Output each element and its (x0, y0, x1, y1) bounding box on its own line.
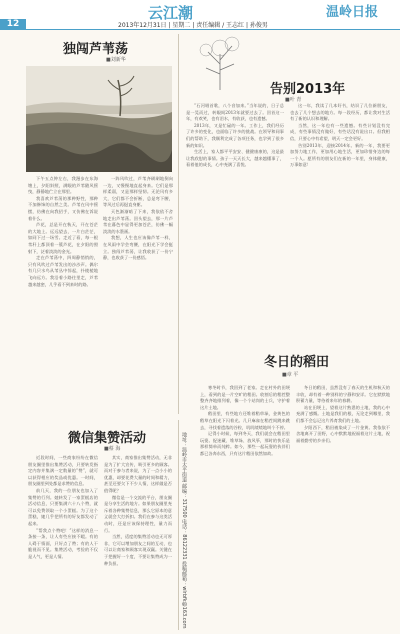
article1-paragraph: 下午五点钟左右，我漫步在东海塘上，夕阳斜照，满眼的芦苇随风摇曳，静静地伫立在那里。 (28, 176, 98, 195)
reed-photo (26, 66, 172, 172)
issue-info: 2013年12月31日 | 星期二 | 责任编辑 / 王志红 | 孙俊男 (118, 22, 268, 29)
article4-col1 (200, 385, 290, 629)
article3-paragraph: 前几天，我的一位朋友也加入了集赞的行列。她转发了一家蛋糕店的活动信息，只要集满六十八个赞，就可以免费领取一个小蛋糕。为了这个蛋糕，她几乎把所有的好友都发动了起来。 (28, 487, 98, 526)
header-rule (26, 29, 400, 30)
article1-paragraph: 天色渐渐暗了下来，我依依不舍地走出芦苇荡。回头望去，那一片芦苇在暮色中显得更加苍茫，仿佛一幅淡淡的水墨画。 (103, 208, 173, 234)
article1-paragraph: 我想，人生也应该像芦苇一样，在风雨中学会弯腰，在阳光下学会挺立。独闯芦苇荡，让我收获了一份宁静，也收获了一份感悟。 (103, 235, 173, 261)
column-divider (178, 420, 179, 630)
article4-title: 冬日的稻田 (264, 355, 330, 370)
article2-paragraph: 告别2013年，迎接2014年。新的一年，我要更加努力地工作，更加用心地生活，更加珍惜身边的每一个人。愿所有的朋友们在新的一年里，身体健康，万事如意！ (290, 142, 390, 168)
tree-sketch (190, 34, 250, 94)
article3-paragraph: “帮我点个赞吧！”这样的消息一条接一条，让人有些应接不暇。有的人碍于情面，只好点了赞；有的人干脆视而不见。集赞活动，考验的不仅是人气，更是人情。 (28, 527, 98, 559)
article4-paragraph: 夕阳西下，稻田被染成了一片金黄。我依依不舍地离开了田野，心中默默地祝福着这片土地，祝福着勤劳的乡亲们。 (296, 424, 390, 443)
article4-paragraph: 寒冬时节，我回到了老家。走在村外的田埂上，看到的是一片空旷的稻田。收割后的稻茬整整齐齐地排列着，像一个个站岗的士兵，守护着这片土地。 (200, 385, 290, 410)
article4-paragraph: 稻田里，有些地方还堆着稻草垛，金黄色的稻草在阳光下闪着光。几只麻雀在稻茬间跳来跳去，寻找着遗落的谷粒，叽叽喳喳地叫个不停。 (200, 411, 290, 430)
article2-paragraph: “石河唱首歌，八个音加来。”当年说的，日子总是一晃而过，转眼间2013年就要过去了。回首这一年，有欢笑，也有泪水，有收获，也有遗憾。 (186, 103, 284, 122)
article1-col1 (28, 176, 98, 404)
article2-title: 告别2013年 (270, 82, 346, 97)
article3-col1 (28, 455, 98, 629)
article4-paragraph: 站在田埂上，望着这片熟悉的土地，我的心中充满了感慨。土地是我们的根，无论走到哪里，我们都不会忘记这片养育我们的土地。 (296, 404, 390, 423)
article1-byline: ■刘新华 (106, 57, 126, 63)
page-header (0, 0, 400, 30)
article3-paragraph: 微信是一个交流的平台，朋友圈是分享生活的地方。如果朋友圈里充斥着各种集赞信息，那么它原本的意义就会大打折扣。我们在参与这类活动时，还是应该保持理性，量力而行。 (104, 494, 172, 533)
page-number: 12 (0, 19, 26, 30)
article3-paragraph: 近段时间，一些商家纷纷在微信朋友圈里推出集赞活动，只要转发指定内容并集满一定数量的“赞”，就可以获得相应的奖品或优惠。一时间，朋友圈里到处都是求赞的信息。 (28, 455, 98, 487)
article4-col2 (296, 385, 390, 629)
article1-col2 (103, 176, 173, 404)
column-divider (178, 34, 179, 414)
contact-notice: 地址：温岭市太平街道 邮编：317500 电话：86122331 投稿邮箱：wlrbfk@163.com (181, 432, 187, 629)
article3-byline: ■蔡 海 (104, 446, 121, 452)
article4-paragraph: 记得小时候，每到冬天，我们就会在稻田里玩耍。捉迷藏、堆草垛、放风筝，那时的快乐是那样简单而纯粹。如今，那些一起玩耍的伙伴们都已各奔东西，只有这片稻田依然如故。 (200, 431, 290, 456)
article4-byline: ■章 平 (282, 372, 299, 378)
article2-paragraph: 生活上，家人都平平安安、健健康康的，这是最让我欣慰的事情。孩子一天天长大，越来越懂事了，看着他的成长，心中充满了喜悦。 (186, 149, 284, 168)
article2-byline: ■叶 青 (285, 97, 302, 103)
newspaper-logo: 温岭日报 (326, 5, 379, 20)
article2-paragraph: 当然，这一年也有一些遗憾。有些计划没有完成，有些事情没有做好，有些话没有说出口。但我相信，只要心中有希望，明天一定会更好。 (290, 122, 390, 141)
article1-paragraph: 一阵风吹过，芦苇齐刷刷地倒向一边，又慢慢地直起身来。它们是那样柔弱，又是那样坚韧。无论风有多大，它们都不会折断，总是弯下腰，等风过后再挺直身躯。 (103, 176, 173, 208)
section-title: 云江潮 (148, 4, 194, 22)
article1-paragraph: 我喜欢芦苇荡的那种野性，那种不加修饰的自然之美。芦苇在风中摇摆，仿佛在向我招手，又仿佛在诉说着什么。 (28, 195, 98, 221)
article1-title: 独闯芦苇荡 (63, 42, 129, 57)
article2-paragraph: 这一年，我读了几本好书，结识了几位新朋友，也去了几个想去的地方。每一段经历，都让我对生活有了新的认识和理解。 (290, 103, 390, 122)
article4-paragraph: 冬日的稻田，虽然没有了春天的生机和秋天的丰收，却有着一种别样的宁静和安详。它在默默地积蓄力量，等待着来年的春耕。 (296, 385, 390, 404)
article1-paragraph: 走在芦苇荡中，四周静悄悄的，只有风吹过芦苇发出的沙沙声。偶尔有几只水鸟从苇丛中惊起，扑棱棱地飞向远方。我沿着小路往里走，芦苇越来越密，几乎看不到来时的路。 (28, 255, 98, 287)
article2-paragraph: 2013年，又是忙碌的一年。工作上，我们经历了许多的变化，也面临了许多的挑战。在领导和同事们的帮助下，我顺利完成了各项任务，也学到了很多新的知识。 (186, 122, 284, 148)
article3-title: 微信集赞活动 (68, 431, 147, 446)
article2-col1 (186, 103, 284, 248)
article1-paragraph: 芦花，总是开在秋天，开在苍茫的大地上。远远望去，一片白茫茫，如同下过一场雪。走近了看，每一根苇秆上都顶着一簇芦花，在夕阳的照射下，泛着淡淡的金光。 (28, 222, 98, 254)
article3-paragraph: 当然，适度的集赞活动也无可厚非，它可以增加朋友之间的互动，也可以让商家和顾客实现双赢。关键在于把握好一个度，不要让集赞成为一种负担。 (104, 534, 172, 566)
article3-col2 (104, 455, 172, 629)
article2-col2 (290, 103, 390, 248)
article3-paragraph: 其实，商家推出集赞活动，无非是为了扩大宣传，吸引更多的顾客。而对于参与者来说，为了一点小小的优惠，却要花费大量的时间和精力，甚至还要欠下不少人情，这样做是否值得呢？ (104, 455, 172, 493)
